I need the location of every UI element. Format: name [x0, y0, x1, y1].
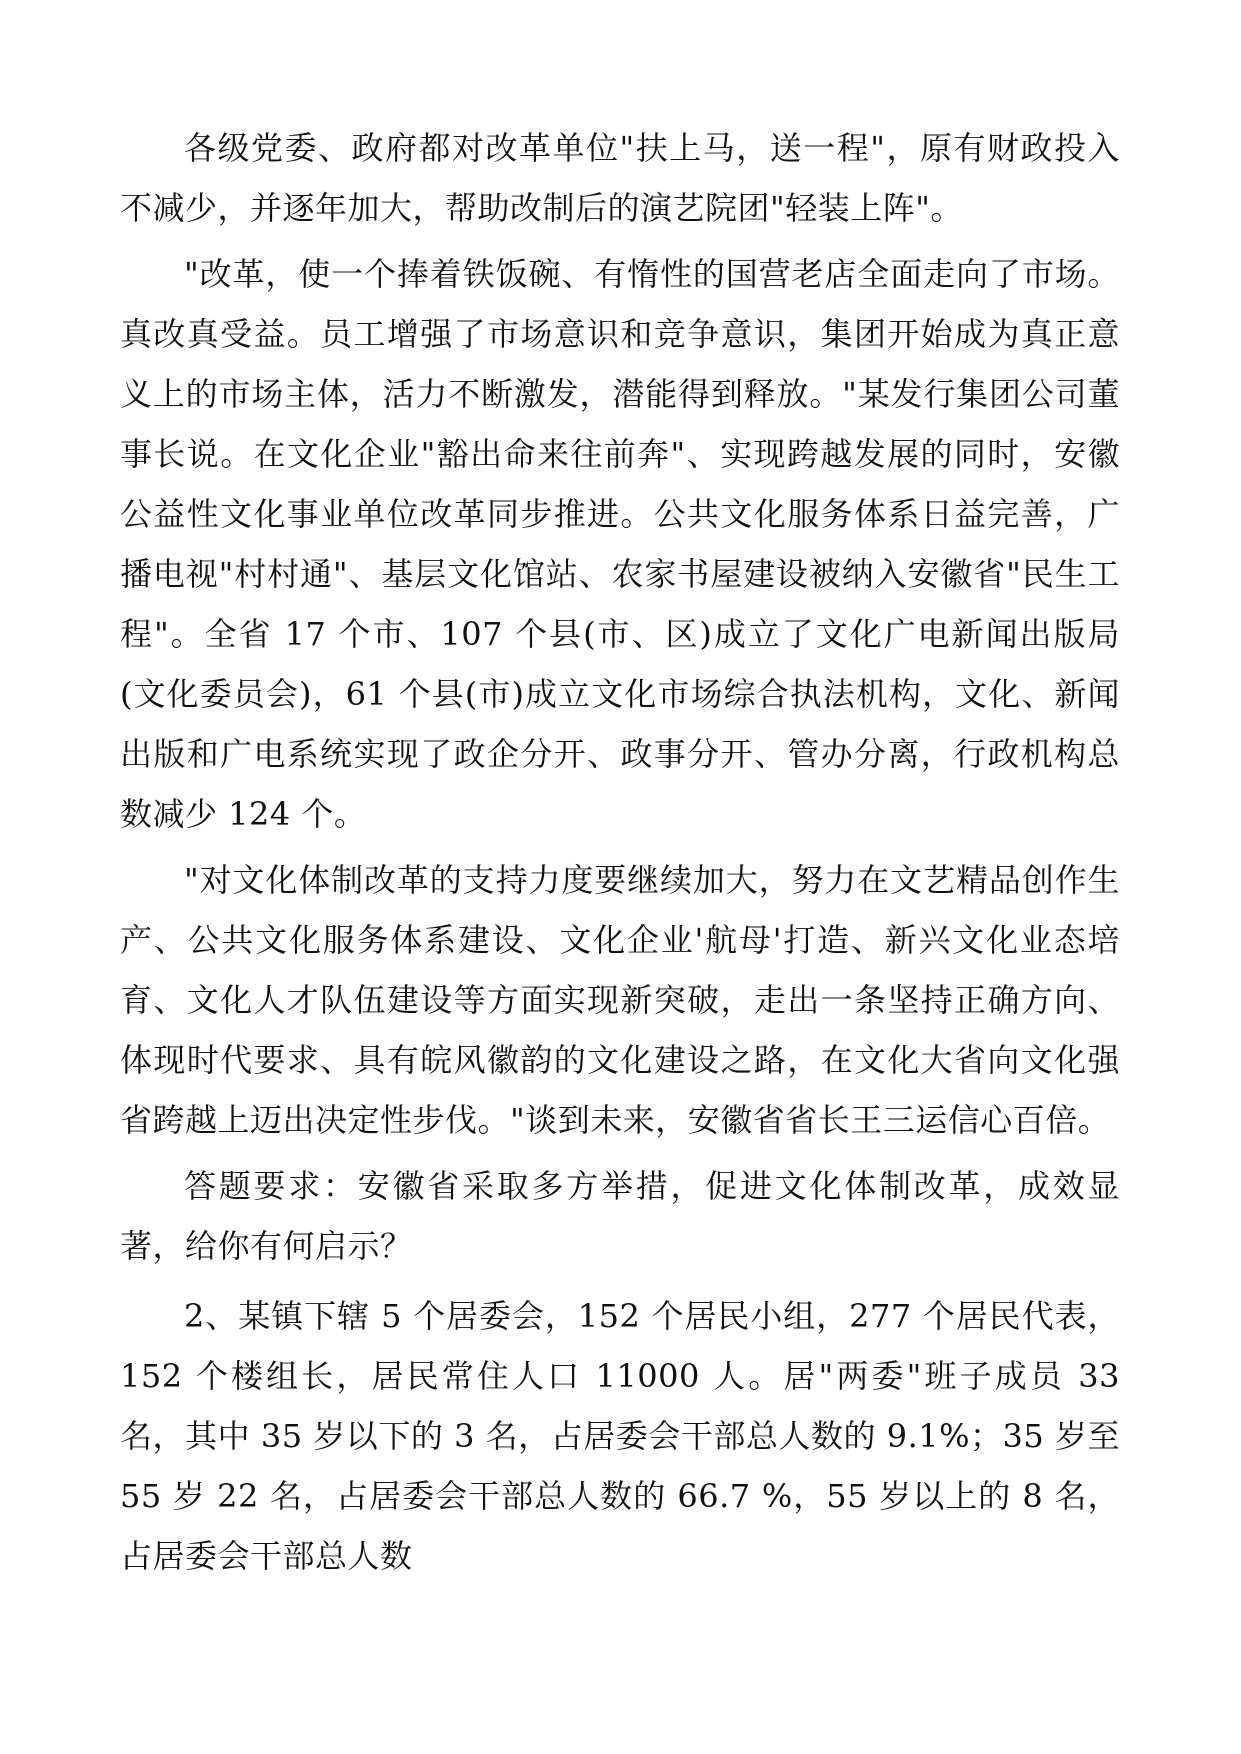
paragraph-governor-quote: "对文化体制改革的支持力度要继续加大，努力在文艺精品创作生产、公共文化服务体系建设、文化企业'航母'打造、新兴文化业态培育、文化人才队伍建设等方面实现新突破，走出一条坚持正确方向、体现时代要求、具有皖风徽韵的文化建设之路，在文化大省向文化强省跨越上迈出决定性步伐。"谈到未来，安徽省省长王三运信心百倍。: [120, 861, 1120, 1139]
document-body: [120, 118, 1120, 1586]
paragraph-answer-requirement: 答题要求：安徽省采取多方举措，促进文化体制改革，成效显著，给你有何启示？: [120, 1167, 1120, 1265]
paragraph-reform-support: 各级党委、政府都对改革单位"扶上马，送一程"，原有财政投入不减少，并逐年加大，帮助改制后的演艺院团"轻装上阵"。: [120, 129, 1120, 227]
paragraph-reform-results: "改革，使一个捧着铁饭碗、有惰性的国营老店全面走向了市场。真改真受益。员工增强了市场意识和竞争意识，集团开始成为真正意义上的市场主体，活力不断激发，潜能得到释放。"某发行集团公司董事长说。在文化企业"豁出命来往前奔"、实现跨越发展的同时，安徽公益性文化事业单位改革同步推进。公共文化服务体系日益完善，广播电视"村村通"、基层文化馆站、农家书屋建设被纳入安徽省"民生工程"。全省 17 个市、107 个县(市、区)成立了文化广电新闻出版局(文化委员会)，61 个县(市)成立文化市场综合执法机构，文化、新闻出版和广电系统实现了政企分开、政事分开、管办分离，行政机构总数减少 124 个。: [120, 255, 1120, 833]
paragraph-question-2: 2、某镇下辖 5 个居委会，152 个居民小组，277 个居民代表，152 个楼组长，居民常住人口 11000 人。居"两委"班子成员 33 名，其中 35 岁以下的 3 名，占居委会干部总人数的 9.1%；35 岁至 55 岁 22 名，占居委会干部总人数的 66.7 %，55 岁以上的 8 名，占居委会干部总人数: [120, 1297, 1120, 1575]
